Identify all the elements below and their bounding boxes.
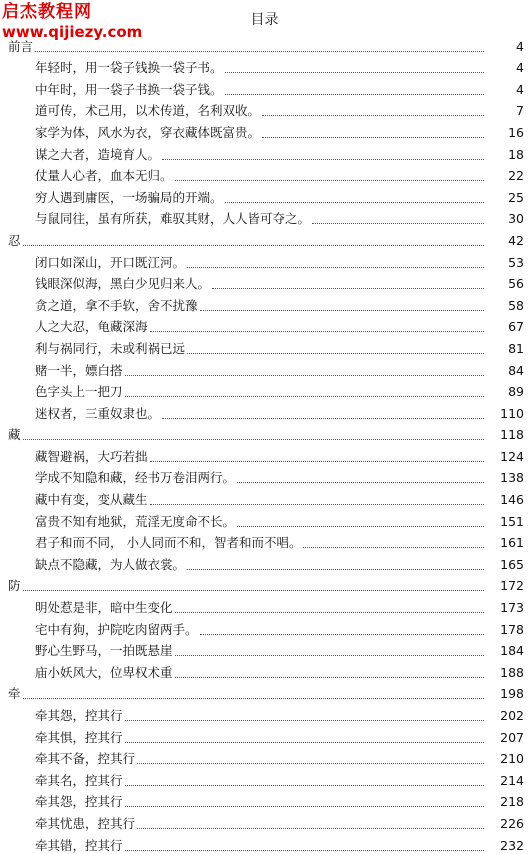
toc-entry[interactable] — [0, 76, 529, 98]
toc-entry-title: 谋之大者，造境育人。 — [35, 146, 161, 162]
toc-entry-title: 色字头上一把刀 — [35, 384, 123, 400]
toc-entry[interactable] — [0, 379, 529, 401]
dot-leader — [23, 438, 484, 440]
toc-entry[interactable] — [0, 702, 529, 724]
toc-entry-title: 忍 — [8, 232, 21, 248]
dot-leader — [303, 546, 484, 548]
toc-entry[interactable] — [0, 789, 529, 811]
toc-entry-title: 牵其怨，控其行 — [35, 794, 123, 810]
dot-leader — [125, 784, 484, 786]
toc-entry[interactable] — [0, 119, 529, 141]
toc-entry-title: 学成不知隐和藏，经书万卷泪两行。 — [35, 470, 236, 486]
toc-entry-page-number: 53 — [508, 254, 524, 270]
toc-entry[interactable] — [0, 594, 529, 616]
toc-section-entry[interactable] — [0, 573, 529, 595]
toc-entry[interactable] — [0, 163, 529, 185]
toc-entry-title: 富贵不知有地狱，荒淫无度命不长。 — [35, 513, 236, 529]
toc-entry-title: 缺点不隐藏，为人做衣裳。 — [35, 556, 186, 572]
toc-entry-page-number: 18 — [508, 146, 524, 162]
toc-entry-page-number: 173 — [500, 600, 524, 616]
toc-entry-title: 牵其忧患，控其行 — [35, 815, 136, 831]
toc-entry-title: 年轻时，用一袋子钱换一袋子书。 — [35, 60, 223, 76]
toc-entry-page-number: 42 — [508, 232, 524, 248]
toc-entry[interactable] — [0, 271, 529, 293]
toc-entry[interactable] — [0, 832, 529, 854]
watermark-url: www.qijiezy.com — [2, 23, 143, 41]
toc-entry[interactable] — [0, 55, 529, 77]
dot-leader — [262, 114, 484, 116]
dot-leader — [162, 417, 484, 419]
toc-entry-title: 宅中有狗，护院吃肉留两手。 — [35, 621, 198, 637]
toc-entry-title: 穷人遇到庸医，一场骗局的开端。 — [35, 189, 223, 205]
dot-leader — [125, 805, 484, 807]
toc-entry[interactable] — [0, 400, 529, 422]
dot-leader — [23, 697, 484, 699]
toc-entry-page-number: 172 — [500, 578, 524, 594]
toc-entry-page-number: 146 — [500, 492, 524, 508]
dot-leader — [150, 460, 484, 462]
toc-entry[interactable] — [0, 292, 529, 314]
toc-entry-page-number: 89 — [508, 384, 524, 400]
dot-leader — [225, 201, 484, 203]
toc-entry[interactable] — [0, 616, 529, 638]
dot-leader — [137, 827, 484, 829]
toc-entry-page-number: 58 — [508, 297, 524, 313]
dot-leader — [175, 611, 484, 613]
toc-entry[interactable] — [0, 810, 529, 832]
dot-leader — [175, 179, 484, 181]
toc-entry-title: 牵其惧，控其行 — [35, 729, 123, 745]
toc-entry-page-number: 4 — [516, 60, 524, 76]
toc-entry[interactable] — [0, 724, 529, 746]
toc-entry[interactable] — [0, 486, 529, 508]
toc-entry[interactable] — [0, 357, 529, 379]
toc-entry[interactable] — [0, 249, 529, 271]
toc-entry-title: 前言 — [8, 38, 34, 54]
toc-entry-title: 中年时，用一袋子书换一袋子钱。 — [35, 81, 223, 97]
toc-entry[interactable] — [0, 98, 529, 120]
toc-entry[interactable] — [0, 465, 529, 487]
dot-leader — [312, 222, 484, 224]
toc-section-entry[interactable] — [0, 681, 529, 703]
toc-entry-title: 与鼠同往，虽有所获，难驭其财，人人皆可夺之。 — [35, 211, 311, 227]
toc-entry-page-number: 118 — [500, 427, 524, 443]
toc-entry[interactable] — [0, 659, 529, 681]
toc-entry-page-number: 81 — [508, 340, 524, 356]
toc-entry-page-number: 22 — [508, 168, 524, 184]
toc-entry-page-number: 30 — [508, 211, 524, 227]
toc-entry-page-number: 198 — [500, 686, 524, 702]
toc-entry-page-number: 226 — [500, 815, 524, 831]
toc-entry-title: 野心生野马，一拍既悬崖 — [35, 643, 173, 659]
dot-leader — [187, 352, 484, 354]
toc-entry-title: 牵 — [8, 686, 21, 702]
toc-entry-title: 牵其怨，控其行 — [35, 708, 123, 723]
toc-entry[interactable] — [0, 508, 529, 530]
dot-leader — [187, 266, 484, 268]
dot-leader — [125, 849, 484, 851]
toc-entry-title: 藏智避祸，大巧若拙 — [35, 448, 148, 464]
toc-entry-title: 庙小妖风大，位卑权术重 — [35, 664, 173, 680]
dot-leader — [125, 395, 484, 397]
table-of-contents — [0, 33, 529, 854]
toc-entry[interactable] — [0, 551, 529, 573]
dot-leader — [125, 719, 484, 721]
toc-entry-title: 藏 — [8, 427, 21, 443]
toc-entry-title: 明处惹是非，暗中生变化 — [35, 600, 173, 616]
dot-leader — [175, 676, 484, 678]
toc-entry-title: 闭口如深山，开口既江河。 — [35, 254, 186, 270]
toc-entry-title: 防 — [8, 578, 21, 594]
dot-leader — [137, 762, 484, 764]
toc-entry-title: 贪之道，拿不手软，舍不扰豫 — [35, 297, 198, 313]
toc-section-entry[interactable] — [0, 422, 529, 444]
dot-leader — [150, 503, 484, 505]
toc-entry-page-number: 207 — [500, 729, 524, 745]
toc-entry-title: 迷权者，三重奴隶也。 — [35, 405, 161, 421]
toc-entry-page-number: 67 — [508, 319, 524, 335]
toc-entry-page-number: 110 — [500, 405, 524, 421]
toc-entry[interactable] — [0, 746, 529, 768]
toc-entry[interactable] — [0, 141, 529, 163]
toc-entry[interactable] — [0, 530, 529, 552]
page-title: 目录 — [250, 12, 279, 28]
toc-entry[interactable] — [0, 206, 529, 228]
toc-entry-page-number: 210 — [500, 751, 524, 767]
toc-entry-title: 钱眼深似海，黑白少见归来人。 — [35, 276, 211, 292]
dot-leader — [237, 481, 484, 483]
dot-leader — [125, 741, 484, 743]
toc-entry-page-number: 124 — [500, 448, 524, 464]
dot-leader — [200, 309, 484, 311]
watermark-site-name: 启杰教程网 — [2, 2, 92, 22]
toc-entry-page-number: 25 — [508, 189, 524, 205]
toc-entry[interactable] — [0, 443, 529, 465]
dot-leader — [175, 654, 484, 656]
toc-entry-page-number: 7 — [516, 103, 524, 119]
dot-leader — [162, 158, 484, 160]
dot-leader — [35, 50, 484, 52]
toc-entry[interactable] — [0, 767, 529, 789]
toc-entry-title: 藏中有变，变从藏生 — [35, 492, 148, 508]
toc-entry-page-number: 218 — [500, 794, 524, 810]
toc-entry-title: 人之大忍，龟藏深海 — [35, 319, 148, 335]
toc-entry-title: 利与祸同行，未或利祸已远 — [35, 340, 186, 356]
toc-entry-page-number: 214 — [500, 772, 524, 788]
dot-leader — [225, 93, 484, 95]
toc-entry-page-number: 84 — [508, 362, 524, 378]
dot-leader — [23, 244, 484, 246]
toc-entry-page-number: 232 — [500, 837, 524, 853]
toc-entry-page-number: 151 — [500, 513, 524, 529]
toc-entry-title: 牵其错，控其行 — [35, 837, 123, 853]
toc-entry-page-number: 161 — [500, 535, 524, 551]
toc-entry-title: 牵其名，控其行 — [35, 772, 123, 788]
toc-entry-page-number: 188 — [500, 664, 524, 680]
toc-entry-page-number: 165 — [500, 556, 524, 572]
dot-leader — [125, 374, 484, 376]
dot-leader — [262, 136, 484, 138]
toc-entry[interactable] — [0, 638, 529, 660]
toc-entry-page-number: 178 — [500, 621, 524, 637]
toc-entry[interactable] — [0, 314, 529, 336]
toc-entry-title: 仗量人心者，血本无归。 — [35, 168, 173, 184]
toc-entry-page-number: 202 — [500, 708, 524, 723]
toc-entry[interactable] — [0, 335, 529, 357]
dot-leader — [23, 589, 484, 591]
toc-entry-title: 牵其不备，控其行 — [35, 751, 136, 767]
toc-section-entry[interactable] — [0, 227, 529, 249]
toc-entry-page-number: 56 — [508, 276, 524, 292]
dot-leader — [237, 525, 484, 527]
watermark-logo — [2, 3, 142, 41]
dot-leader — [225, 71, 484, 73]
toc-entry-page-number: 16 — [508, 124, 524, 140]
toc-entry-page-number: 184 — [500, 643, 524, 659]
toc-entry-page-number: 138 — [500, 470, 524, 486]
dot-leader — [150, 330, 484, 332]
toc-entry-page-number: 4 — [516, 38, 524, 54]
toc-entry-title: 道可传，术己用，以术传道，名利双收。 — [35, 103, 261, 119]
toc-entry[interactable] — [0, 184, 529, 206]
dot-leader — [187, 568, 484, 570]
dot-leader — [212, 287, 484, 289]
toc-entry-title: 君子和而不同， 小人同而不和，智者和而不唱。 — [35, 535, 302, 551]
toc-entry-title: 家学为体，风水为衣，穿衣藏体既富贵。 — [35, 124, 261, 140]
dot-leader — [200, 633, 484, 635]
toc-entry-page-number: 4 — [516, 81, 524, 97]
toc-entry-title: 赌一半，嫖白搭 — [35, 362, 123, 378]
